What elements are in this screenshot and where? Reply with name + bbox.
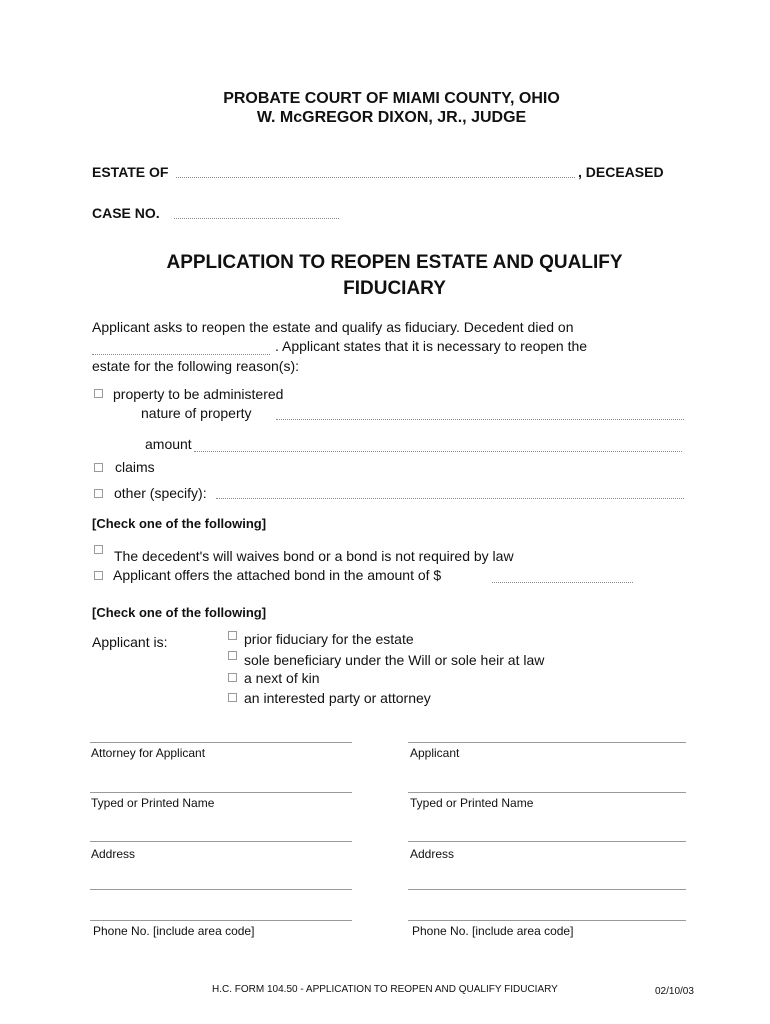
amount-label: amount xyxy=(145,436,192,452)
estate-name-field[interactable] xyxy=(176,177,575,178)
applicant-address-label: Address xyxy=(410,847,455,861)
nature-of-property-label: nature of property xyxy=(141,405,252,421)
other-checkbox[interactable] xyxy=(94,489,103,498)
intro-line3: estate for the following reason(s): xyxy=(92,358,299,374)
claims-checkbox[interactable] xyxy=(94,463,103,472)
intro-line2: . Applicant states that it is necessary to reopen the xyxy=(275,338,588,354)
applicant-section-heading: [Check one of the following] xyxy=(92,605,267,620)
footer-form-date: 02/10/03 xyxy=(655,986,694,997)
bond-section-heading: [Check one of the following] xyxy=(92,516,267,531)
property-label: property to be administered xyxy=(113,386,284,402)
estate-label: ESTATE OF xyxy=(92,164,169,180)
bond-amount-field[interactable] xyxy=(492,582,633,583)
attorney-phone-line[interactable] xyxy=(90,920,352,921)
attorney-name-label: Typed or Printed Name xyxy=(91,796,215,810)
other-specify-field[interactable] xyxy=(216,498,684,499)
attorney-phone-label: Phone No. [include area code] xyxy=(93,924,255,938)
case-no-field[interactable] xyxy=(174,218,339,219)
next-of-kin-label: a next of kin xyxy=(244,670,320,686)
bond-attached-label: Applicant offers the attached bond in the amount of $ xyxy=(113,567,442,583)
next-of-kin-checkbox[interactable] xyxy=(228,673,237,682)
attorney-title-label: Attorney for Applicant xyxy=(91,746,206,760)
form-title-line2: FIDUCIARY xyxy=(343,278,446,299)
bond-waived-label: The decedent's will waives bond or a bond is not required by law xyxy=(114,548,514,564)
applicant-address-line2[interactable] xyxy=(408,889,686,890)
property-checkbox[interactable] xyxy=(94,389,103,398)
applicant-is-label: Applicant is: xyxy=(92,634,168,650)
nature-of-property-field[interactable] xyxy=(276,419,684,420)
applicant-phone-line[interactable] xyxy=(408,920,686,921)
form-title-line1: APPLICATION TO REOPEN ESTATE AND QUALIFY xyxy=(166,252,623,273)
attorney-address-line[interactable] xyxy=(90,841,352,842)
claims-label: claims xyxy=(115,459,155,475)
sole-beneficiary-label: sole beneficiary under the Will or sole heir at law xyxy=(244,652,545,668)
prior-fiduciary-checkbox[interactable] xyxy=(228,631,237,640)
bond-attached-checkbox[interactable] xyxy=(94,571,103,580)
applicant-name-line[interactable] xyxy=(408,792,686,793)
intro-line1: Applicant asks to reopen the estate and qualify as fiduciary. Decedent died on xyxy=(92,319,574,335)
case-no-label: CASE NO. xyxy=(92,205,160,221)
amount-field[interactable] xyxy=(194,451,682,452)
interested-party-checkbox[interactable] xyxy=(228,693,237,702)
applicant-title-label: Applicant xyxy=(410,746,460,760)
interested-party-label: an interested party or attorney xyxy=(244,690,431,706)
applicant-name-label: Typed or Printed Name xyxy=(410,796,534,810)
applicant-address-line[interactable] xyxy=(408,841,686,842)
deceased-label: , DECEASED xyxy=(578,164,664,180)
sole-beneficiary-checkbox[interactable] xyxy=(228,651,237,660)
footer-form-label: H.C. FORM 104.50 - APPLICATION TO REOPEN AND QUALIFY FIDUCIARY xyxy=(212,984,558,995)
attorney-address-label: Address xyxy=(91,847,136,861)
attorney-signature-line[interactable] xyxy=(90,742,352,743)
prior-fiduciary-label: prior fiduciary for the estate xyxy=(244,631,414,647)
other-label: other (specify): xyxy=(114,485,207,501)
court-name: PROBATE COURT OF MIAMI COUNTY, OHIO xyxy=(223,90,560,107)
judge-name: W. McGREGOR DIXON, JR., JUDGE xyxy=(256,109,527,126)
applicant-phone-label: Phone No. [include area code] xyxy=(412,924,574,938)
applicant-signature-line[interactable] xyxy=(408,742,686,743)
attorney-address-line2[interactable] xyxy=(90,889,352,890)
attorney-name-line[interactable] xyxy=(90,792,352,793)
death-date-field[interactable] xyxy=(92,354,270,355)
bond-waived-checkbox[interactable] xyxy=(94,545,103,554)
